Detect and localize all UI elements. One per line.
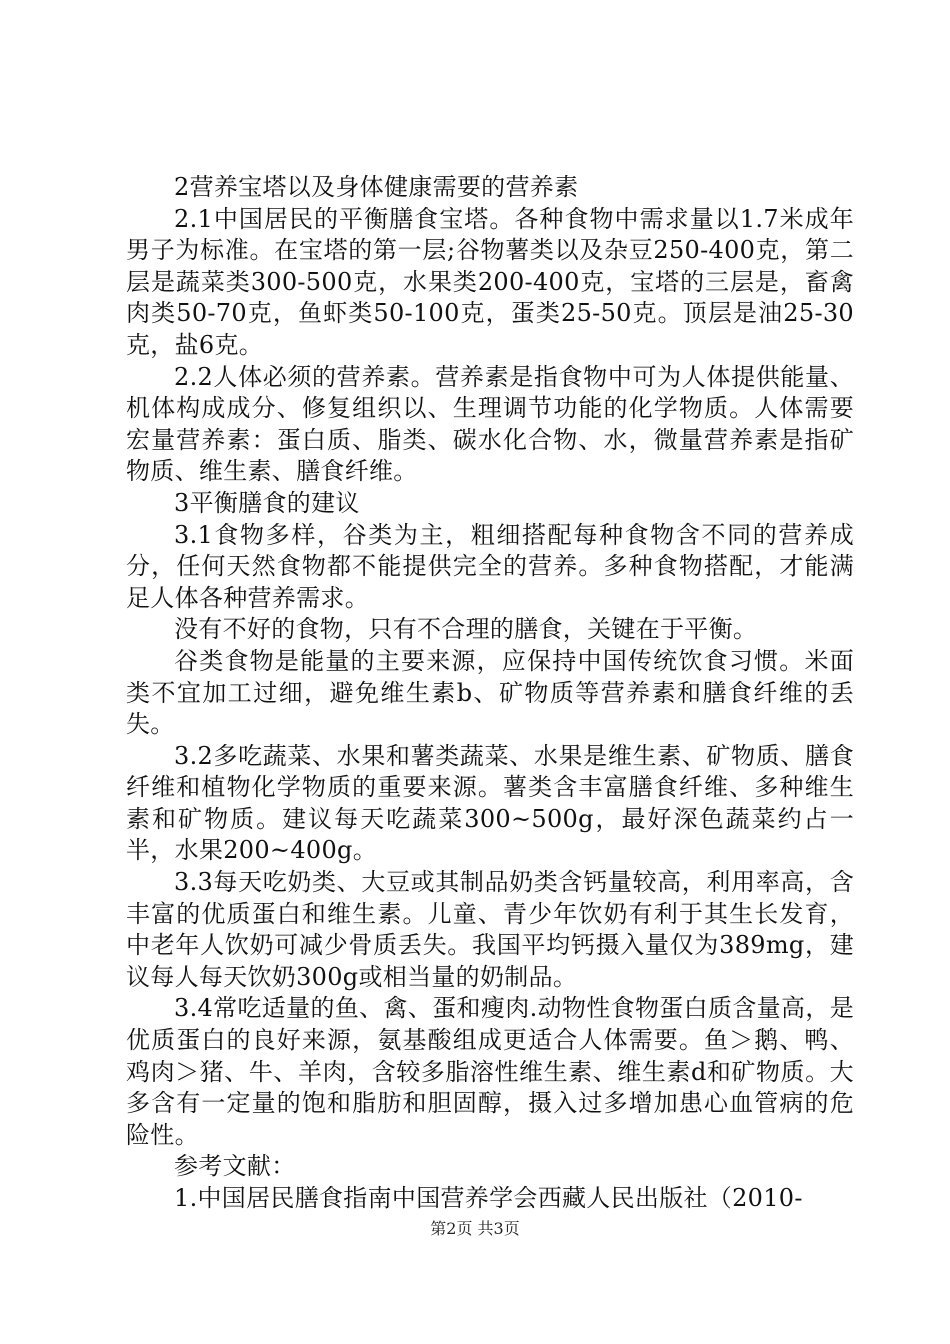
paragraph-balance: 没有不好的食物，只有不合理的膳食，关键在于平衡。 (174, 615, 758, 644)
document-body (126, 172, 854, 1215)
section-heading-3: 3平衡膳食的建议 (174, 488, 360, 517)
paragraph-3-3: 3.3每天吃奶类、大豆或其制品奶类含钙量较高，利用率高，含丰富的优质蛋白和维生素。儿童、青少年饮奶有利于其生长发育，中老年人饮奶可减少骨质丢失。我国平均钙摄入量仅为389mg，建议每人每天饮奶300g或相当量的奶制品。 (126, 868, 854, 991)
references-heading: 参考文献： (174, 1152, 296, 1181)
paragraph-2-1: 2.1中国居民的平衡膳食宝塔。各种食物中需求量以1.7米成年男子为标准。在宝塔的第一层;谷物薯类以及杂豆250-400克，第二层是蔬菜类300-500克，水果类200-400克，宝塔的三层是，畜禽肉类50-70克，鱼虾类50-100克，蛋类25-50克。顶层是油25-30克，盐6克。 (126, 204, 854, 359)
paragraph-2-2: 2.2人体必须的营养素。营养素是指食物中可为人体提供能量、机体构成成分、修复组织以、生理调节功能的化学物质。人体需要宏量营养素：蛋白质、脂类、碳水化合物、水，微量营养素是指矿物质、维生素、膳食纤维。 (126, 362, 854, 486)
reference-item: 1.中国居民膳食指南中国营养学会西藏人民出版社（2010- (174, 1184, 803, 1212)
page-footer: 第2页 共3页 (430, 1219, 520, 1238)
paragraph-3-2: 3.2多吃蔬菜、水果和薯类蔬菜、水果是维生素、矿物质、膳食纤维和植物化学物质的重要来源。薯类含丰富膳食纤维、多种维生素和矿物质。建议每天吃蔬菜300~500g，最好深色蔬菜约占一半，水果200~400g。 (126, 741, 854, 865)
paragraph-grains: 谷类食物是能量的主要来源，应保持中国传统饮食习惯。米面类不宜加工过细，避免维生素b、矿物质等营养素和膳食纤维的丢失。 (126, 646, 854, 739)
paragraph-3-1: 3.1食物多样，谷类为主，粗细搭配每种食物含不同的营养成分，任何天然食物都不能提供完全的营养。多种食物搭配，才能满足人体各种营养需求。 (126, 520, 854, 612)
section-heading-2: 2营养宝塔以及身体健康需要的营养素 (174, 173, 579, 201)
paragraph-3-4: 3.4常吃适量的鱼、禽、蛋和瘦肉.动物性食物蛋白质含量高，是优质蛋白的良好来源，氨基酸组成更适合人体需要。鱼＞鹅、鸭、鸡肉＞猪、牛、羊肉，含较多脂溶性维生素、维生素d和矿物质。大多含有一定量的饱和脂肪和胆固醇，摄入过多增加患心血管病的危险性。 (126, 994, 854, 1149)
